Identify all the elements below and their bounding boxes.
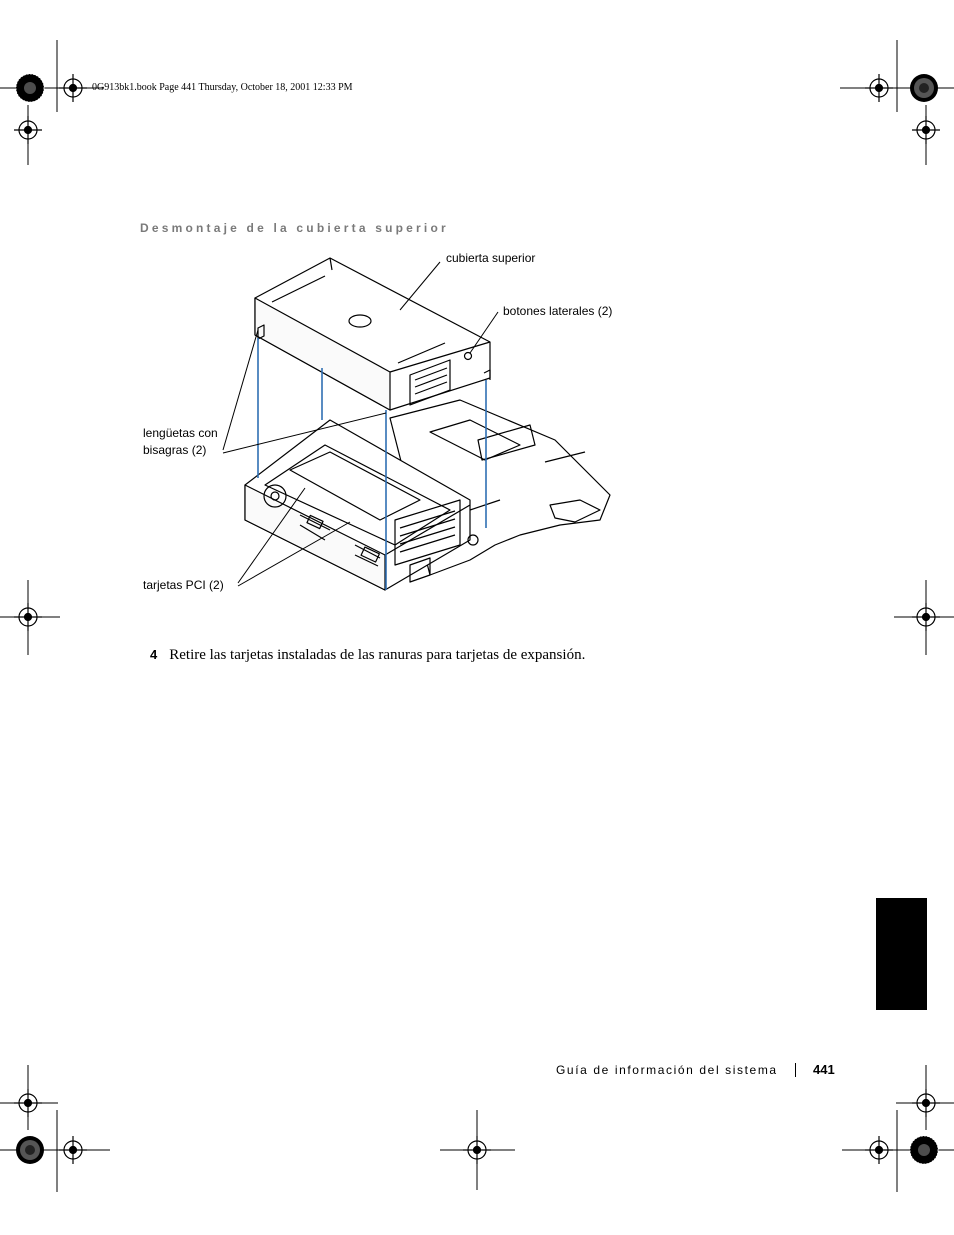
footer-guide-title: Guía de información del sistema [556, 1063, 778, 1077]
page-number: 441 [813, 1062, 835, 1077]
callout-hinge-tabs-line2: bisagras (2) [143, 443, 207, 457]
book-header-line: 0G913bk1.book Page 441 Thursday, October 18, 2001 12:33 PM [92, 82, 353, 93]
section-thumb-tab [876, 898, 927, 1010]
callout-side-buttons: botones laterales (2) [503, 304, 613, 318]
callout-top-cover: cubierta superior [446, 251, 536, 265]
step-instruction [150, 647, 585, 664]
step-text: Retire las tarjetas instaladas de las ranuras para tarjetas de expansión. [169, 647, 586, 663]
step-number: 4 [150, 647, 158, 662]
callout-hinge-tabs-line1: lengüetas con [143, 426, 218, 440]
callout-pci-cards: tarjetas PCI (2) [143, 578, 224, 592]
top-cover-illustration [255, 258, 490, 410]
figure-caption: Desmontaje de la cubierta superior [140, 221, 449, 235]
footer-separator [795, 1063, 796, 1077]
